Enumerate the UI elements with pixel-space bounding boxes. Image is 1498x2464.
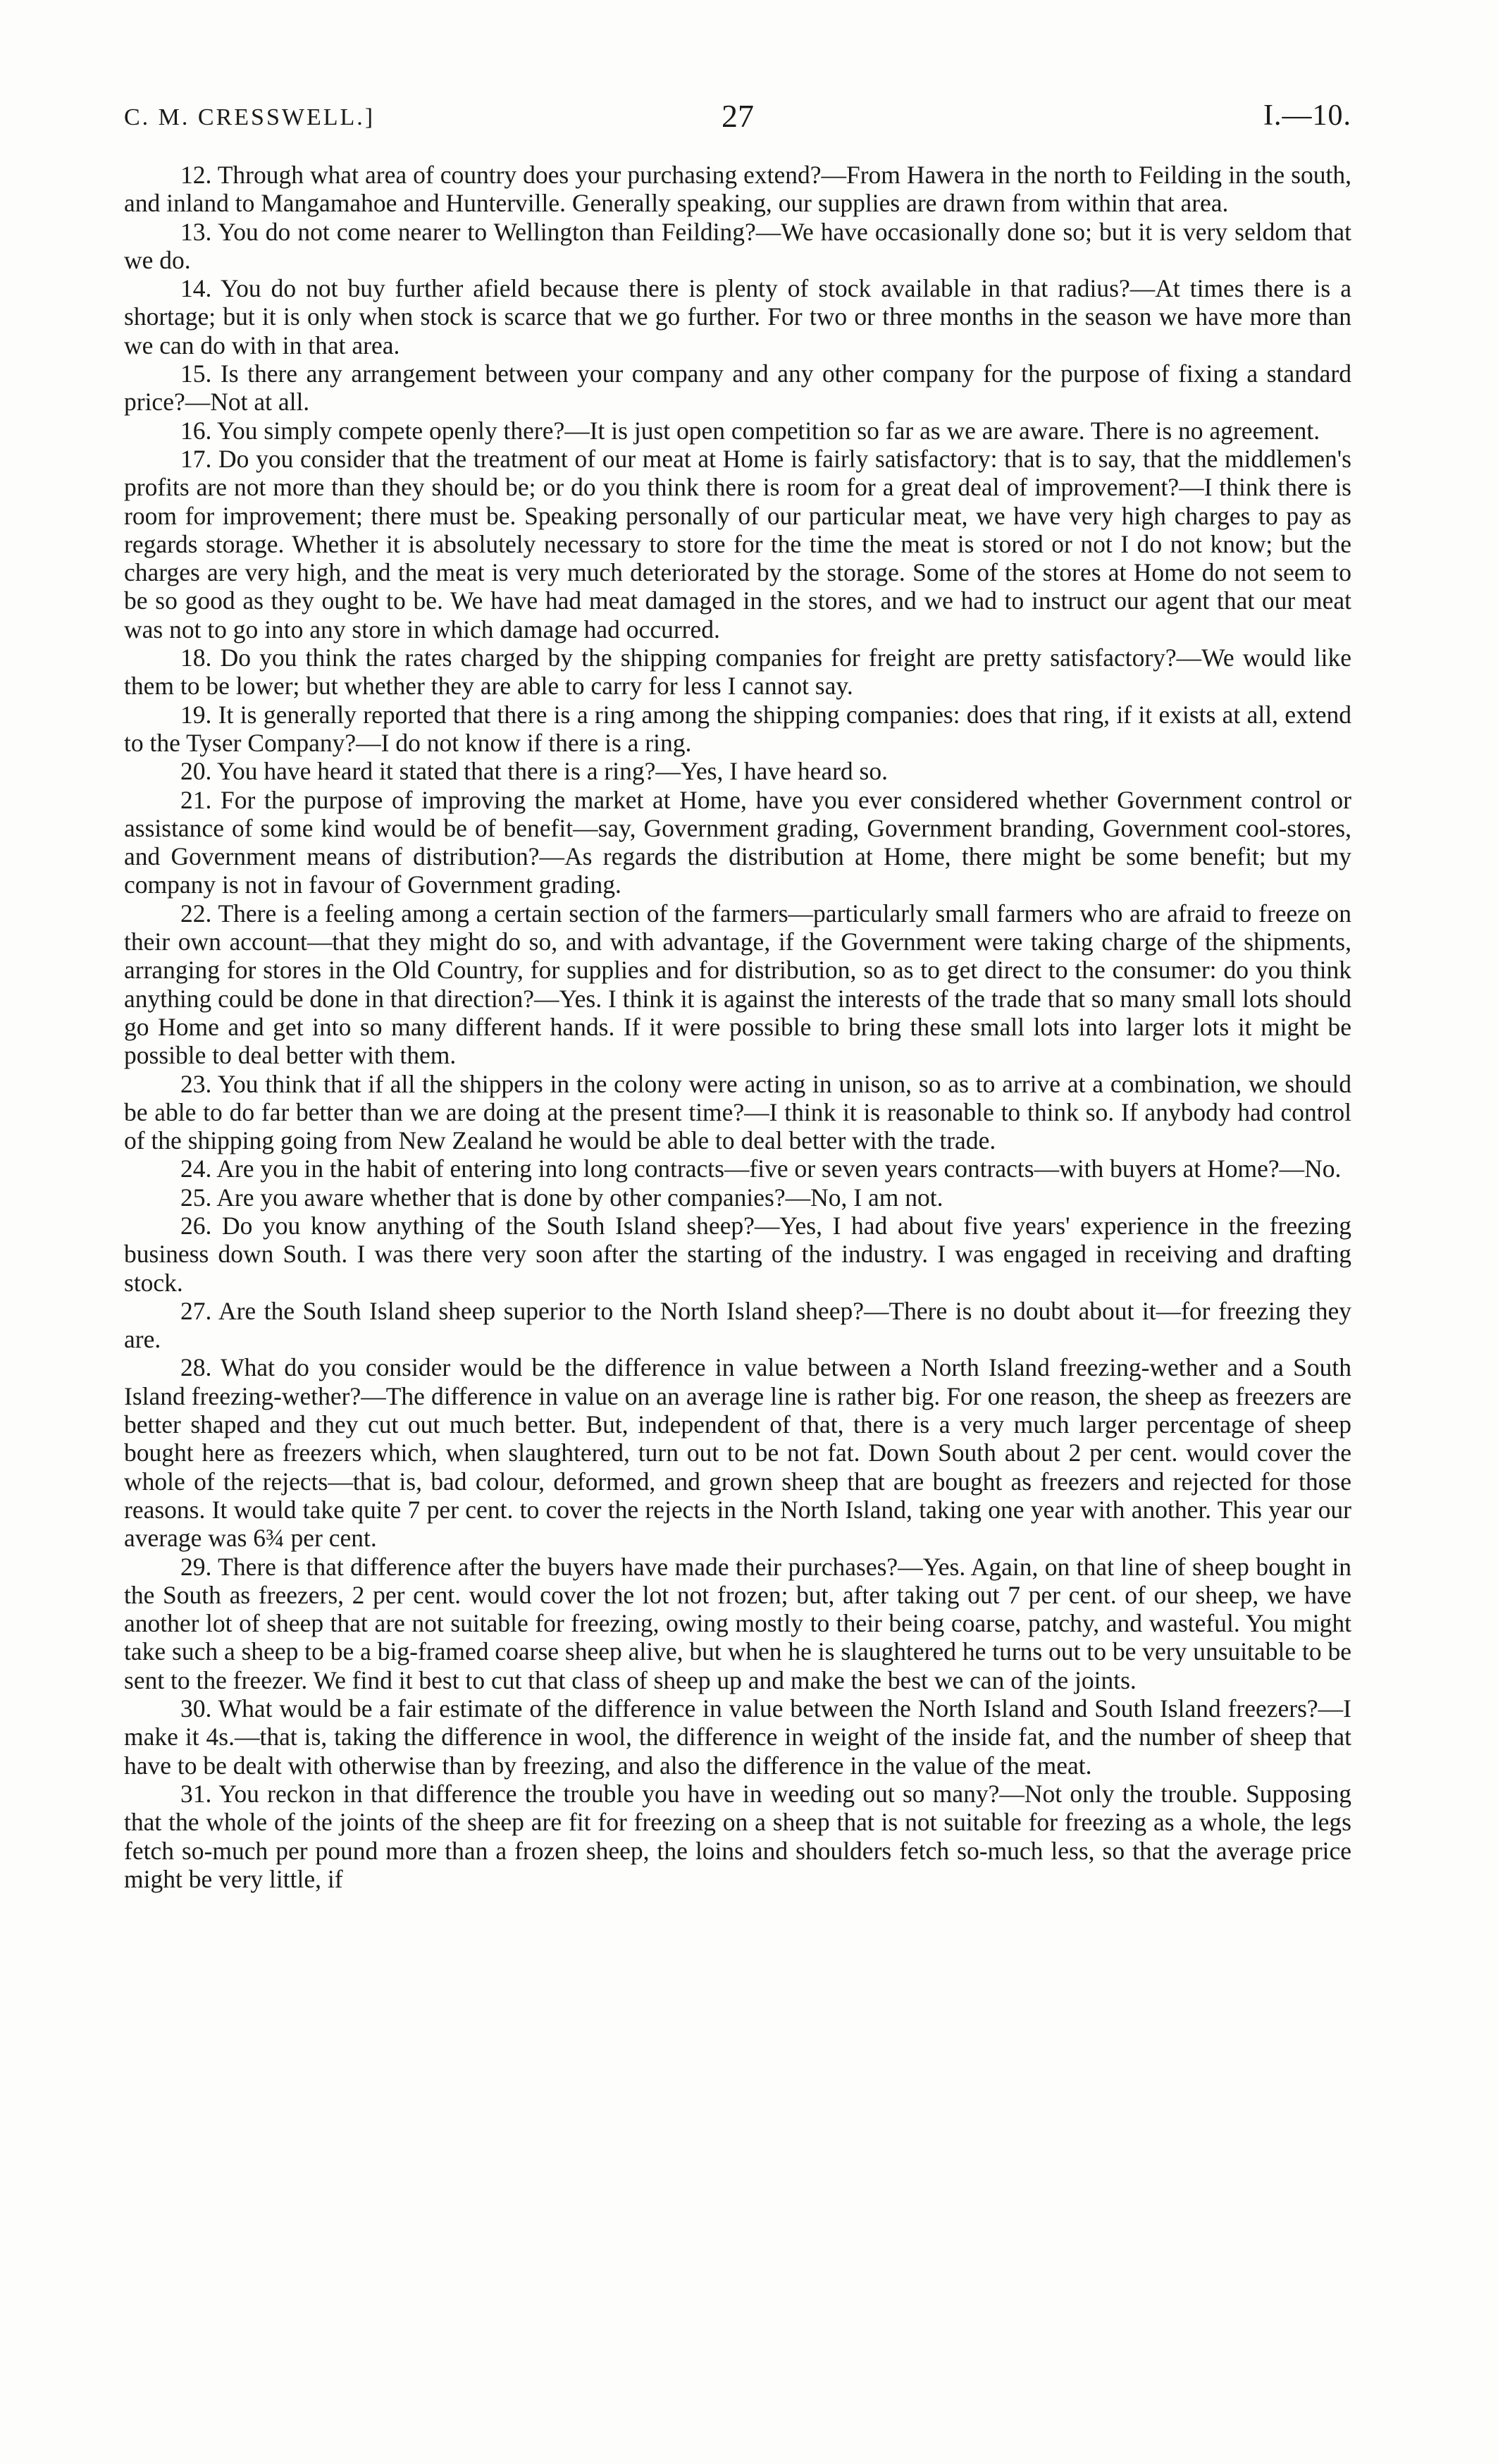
paragraph-q17: 17. Do you consider that the treatment of our meat at Home is fairly satisfactory: that is to say, that the middlemen's profits are not more than they should be; or do you think there is room for a great deal of improvement?—I think there is room for improvement; there must be. Speaking personally of our particular meat, we have very high charges to pay as regards storage. Whether it is absolutely necessary to store for the time the meat is stored or not I do not know; but the charges are very high, and the meat is very much deteriorated by the storage. Some of the stores at Home do not seem to be so good as they ought to be. We have had meat damaged in the stores, and we had to instruct our agent that our meat was not to go into any store in which damage had occurred. (124, 444, 1351, 643)
paragraph-q12: 12. Through what area of country does your purchasing extend?—From Hawera in the north to Feilding in the south, and inland to Mangamahoe and Hunterville. Generally speaking, our supplies are drawn from within that area. (124, 161, 1351, 218)
paragraph-q19: 19. It is generally reported that there is a ring among the shipping companies: does that ring, if it exists at all, extend to the Tyser Company?—I do not know if there is a ring. (124, 700, 1351, 757)
paragraph-q20: 20. You have heard it stated that there is a ring?—Yes, I have heard so. (180, 757, 888, 786)
paragraph-q21: 21. For the purpose of improving the market at Home, have you ever considered whether Government control or assistance of some kind would be of benefit—say, Government grading, Government branding, Government cool-stores, and Government means of distribution?—As regards the distribution at Home, there might be some benefit; but my company is not in favour of Government grading. (124, 785, 1351, 899)
paragraph-q22: 22. There is a feeling among a certain section of the farmers—particularly small farmers who are afraid to freeze on their own account—that they might do so, and with advantage, if the Government were taking charge of the shipments, arranging for stores in the Old Country, for supplies and for distribution, so as to get direct to the consumer: do you think anything could be done in that direction?—Yes. I think it is against the interests of the trade that so many small lots should go Home and get into so many different hands. If it were possible to bring these small lots into larger lots it might be possible to deal better with them. (124, 899, 1351, 1070)
paragraph-q23: 23. You think that if all the shippers in the colony were acting in unison, so as to arrive at a combination, we should be able to do far better than we are doing at the present time?—I think it is reasonable to think so. If anybody had control of the shipping going from New Zealand he would be able to deal better with the trade. (124, 1069, 1351, 1155)
paragraph-q24: 24. Are you in the habit of entering into long contracts—five or seven years contracts—with buyers at Home?—No. (180, 1154, 1342, 1183)
paragraph-q31: 31. You reckon in that difference the trouble you have in weeding out so many?—Not only the trouble. Supposing that the whole of the joints of the sheep are fit for freezing on a sheep that is not suitable for freezing as a whole, the legs fetch so-much per pound more than a frozen sheep, the loins and shoulders fetch so-much less, so that the average price might be very little, if (124, 1779, 1351, 1893)
page-number: 27 (722, 98, 754, 134)
page-header (124, 97, 1351, 140)
paragraph-q15: 15. Is there any arrangement between your company and any other company for the purpose of fixing a standard price?—Not at all. (124, 359, 1351, 417)
paragraph-q16: 16. You simply compete openly there?—It is just open competition so far as we are aware. There is no agreement. (180, 416, 1320, 445)
paragraph-q26: 26. Do you know anything of the South Island sheep?—Yes, I had about five years' experience in the freezing business down South. I was there very soon after the starting of the industry. I was engaged in receiving and drafting stock. (124, 1211, 1351, 1297)
paragraph-q29: 29. There is that difference after the buyers have made their purchases?—Yes. Again, on that line of sheep bought in the South as freezers, 2 per cent. would cover the lot not frozen; but, after taking out 7 per cent. of our sheep, we have another lot of sheep that are not suitable for freezing, owing mostly to their being coarse, patchy, and wasteful. You might take such a sheep to be a big-framed coarse sheep alive, but when he is slaughtered he turns out to be very unsuitable to be sent to the freezer. We find it best to cut that class of sheep up and make the best we can of the joints. (124, 1552, 1351, 1694)
paragraph-q30: 30. What would be a fair estimate of the difference in value between the North Island and South Island freezers?—I make it 4s.—that is, taking the difference in wool, the difference in weight of the inside fat, and the number of sheep that have to be dealt with otherwise than by freezing, and also the difference in the value of the meat. (124, 1694, 1351, 1780)
document-reference: I.—10. (1263, 99, 1351, 132)
paragraph-q18: 18. Do you think the rates charged by the shipping companies for freight are pretty satisfactory?—We would like them to be lower; but whether they are able to carry for less I cannot say. (124, 643, 1351, 701)
testimony-body (124, 161, 1351, 1893)
paragraph-q14: 14. You do not buy further afield because there is plenty of stock available in that radius?—At times there is a shortage; but it is only when stock is scarce that we go further. For two or three months in the season we have more than we can do with in that area. (124, 274, 1351, 359)
paragraph-q13: 13. You do not come nearer to Wellington than Feilding?—We have occasionally done so; but it is very seldom that we do. (124, 217, 1351, 274)
paragraph-q28: 28. What do you consider would be the difference in value between a North Island freezing-wether and a South Island freezing-wether?—The difference in value on an average line is rather big. For one reason, the sheep as freezers are better shaped and they cut out much better. But, independent of that, there is a very much larger percentage of sheep bought here as freezers which, when slaughtered, turn out to be not fat. Down South about 2 per cent. would cover the whole of the rejects—that is, bad colour, deformed, and grown sheep that are bought as freezers and rejected for those reasons. It would take quite 7 per cent. to cover the rejects in the North Island, taking one year with another. This year our average was 6¾ per cent. (124, 1353, 1351, 1553)
paragraph-q25: 25. Are you aware whether that is done by other companies?—No, I am not. (180, 1183, 943, 1212)
witness-name: C. M. CRESSWELL.] (124, 104, 376, 130)
paragraph-q27: 27. Are the South Island sheep superior to the North Island sheep?—There is no doubt about it—for freezing they are. (124, 1296, 1351, 1354)
